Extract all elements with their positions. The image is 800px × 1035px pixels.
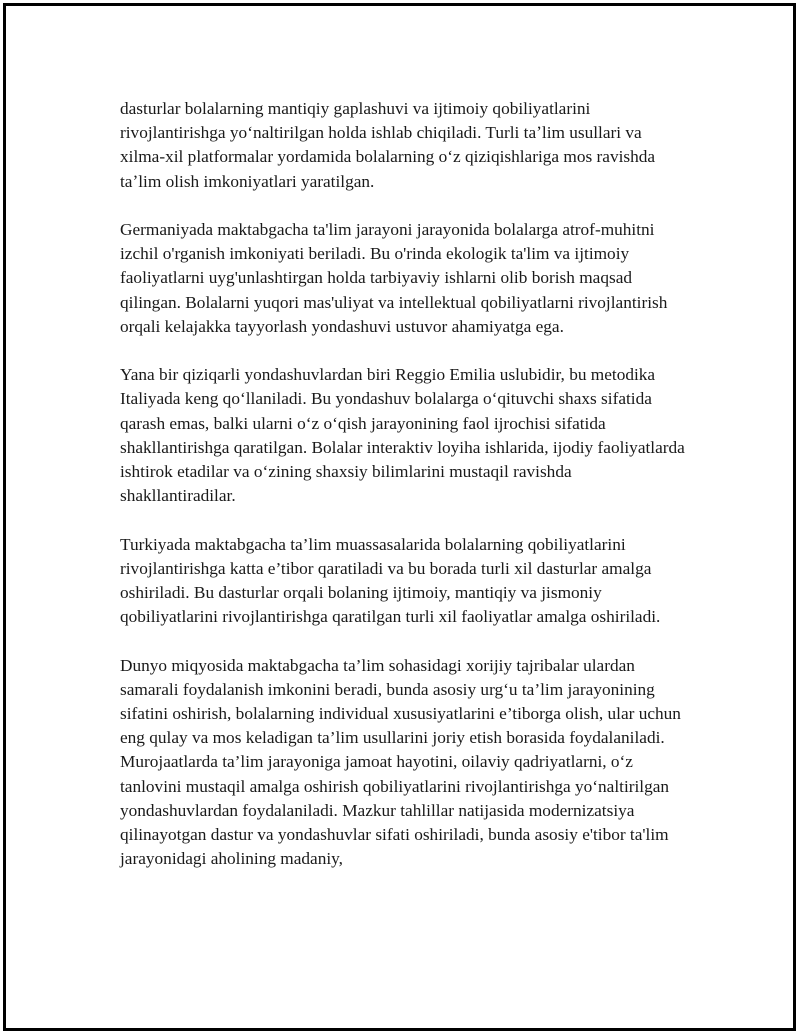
document-body	[120, 97, 690, 871]
paragraph-3: Yana bir qiziqarli yondashuvlardan biri Reggio Emilia uslubidir, bu metodika Italiyada keng qoʻllaniladi. Bu yondashuv bolalarga oʻqituvchi shaxs sifatida qarash emas, balki ularni oʻz oʻqish jarayonining faol ijrochisi sifatida shakllantirishga qaratilgan. Bolalar interaktiv loyiha ishlarida, ijodiy faoliyatlarda ishtirok etadilar va oʻzining shaxsiy bilimlarini mustaqil ravishda shakllantiradilar.	[120, 365, 685, 506]
paragraph-2: Germaniyada maktabgacha ta'lim jarayoni jarayonida bolalarga atrof-muhitni izchil o'rganish imkoniyati beriladi. Bu o'rinda ekologik ta'lim va ijtimoiy faoliyatlarni uyg'unlashtirgan holda tarbiyaviy ishlarni olib borish maqsad qilingan. Bolalarni yuqori mas'uliyat va intellektual qobiliyatlarni rivojlantirish orqali kelajakka tayyorlash yondashuvi ustuvor ahamiyatga ega.	[120, 220, 668, 336]
paragraph-1: dasturlar bolalarning mantiqiy gaplashuvi va ijtimoiy qobiliyatlarini rivojlantirishga yoʻnaltirilgan holda ishlab chiqiladi. Turli taʼlim usullari va xilma-xil platformalar yordamida bolalarning oʻz qiziqishlariga mos ravishda taʼlim olish imkoniyatlari yaratilgan.	[120, 99, 656, 191]
paragraph-5: Dunyo miqyosida maktabgacha ta’lim sohasidagi xorijiy tajribalar ulardan samarali foydalanish imkonini beradi, bunda asosiy urg‘u ta’lim jarayonining sifatini oshirish, bolalarning individual xususiyatlarini e’tiborga olish, ular uchun eng qulay va mos keladigan ta’lim usullarini joriy etish borasida foydalaniladi. Murojaatlarda ta’lim jarayoniga jamoat hayotini, oilaviy qadriyatlarni, o‘z tanlovini mustaqil amalga oshirish qobiliyatlarini rivojlantirishga yoʻnaltirilgan yondashuvlardan foydalaniladi. Mazkur tahlillar natijasida modernizatsiya qilinayotgan dastur va yondashuvlar sifati oshiriladi, bunda asosiy e'tibor ta'lim jarayonidagi aholining madaniy,	[120, 655, 681, 869]
document-page	[3, 3, 796, 1031]
paragraph-4: Turkiyada maktabgacha ta’lim muassasalarida bolalarning qobiliyatlarini rivojlantirishga katta e’tibor qaratiladi va bu borada turli xil dasturlar amalga oshiriladi. Bu dasturlar orqali bolaning ijtimoiy, mantiqiy va jismoniy qobiliyatlarini rivojlantirishga qaratilgan turli xil faoliyatlar amalga oshiriladi.	[120, 534, 661, 627]
